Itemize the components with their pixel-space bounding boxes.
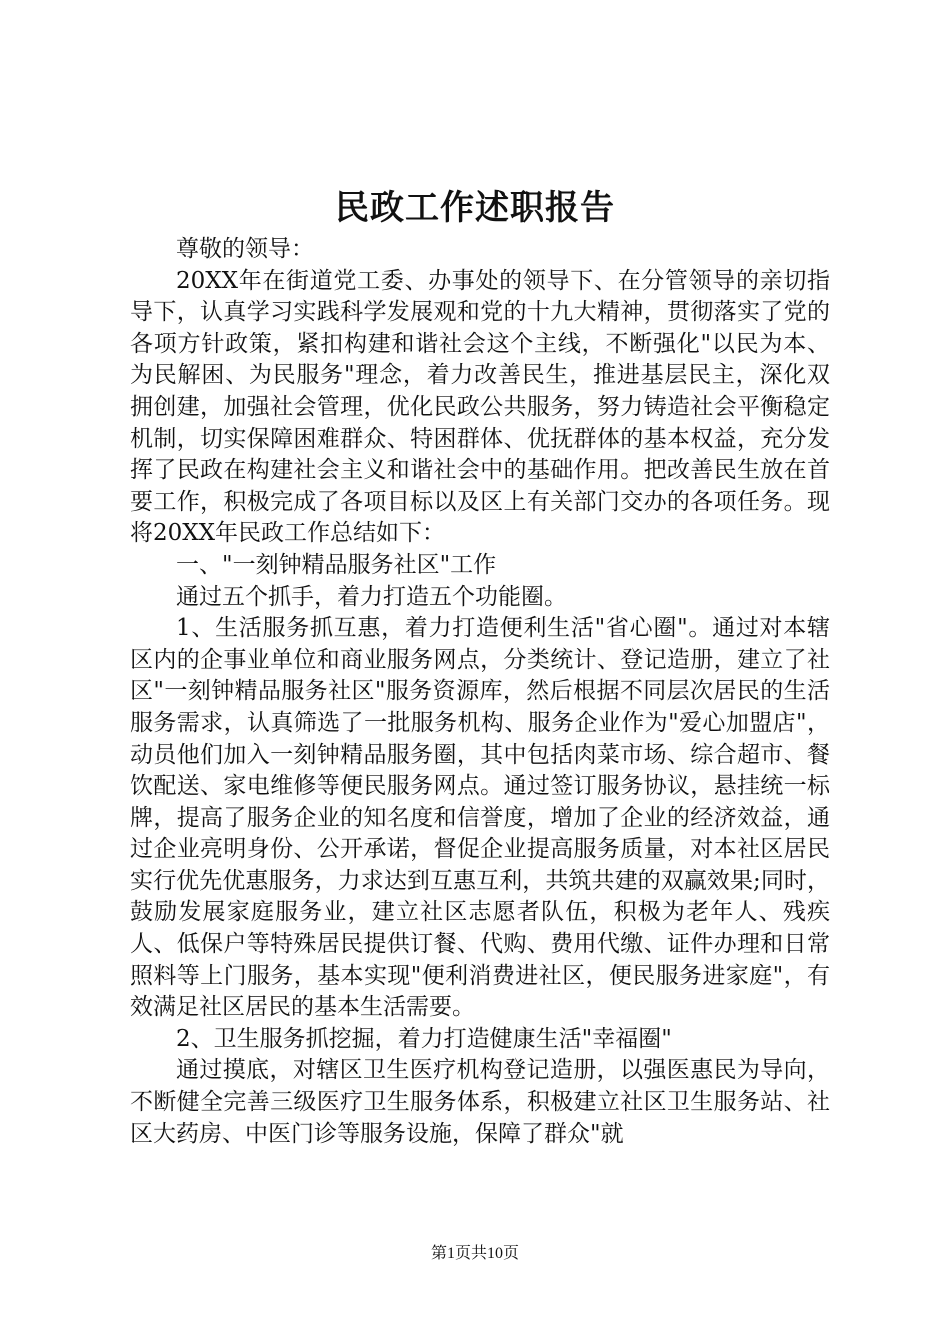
section-heading-1: 一、"一刻钟精品服务社区"工作 (176, 551, 497, 578)
document-body (130, 234, 830, 1150)
health-service-paragraph: 通过摸底，对辖区卫生医疗机构登记造册，以强医惠民为导向，不断健全完善三级医疗卫生服务体系，积极建立社区卫生服务站、社区大药房、中医门诊等服务设施，保障了群众"就 (130, 1057, 830, 1147)
intro-paragraph: 20XX年在街道党工委、办事处的领导下、在分管领导的亲切指导下，认真学习实践科学发展观和党的十九大精神，贯彻落实了党的各项方针政策，紧扣构建和谐社会这个主线，不断强化"以民为本、为民解困、为民服务"理念，着力改善民生，推进基层民主，深化双拥创建，加强社会管理，优化民政公共服务，努力铸造社会平衡稳定机制，切实保障困难群众、特困群体、优抚群体的基本权益，充分发挥了民政在构建社会主义和谐社会中的基础作用。把改善民生放在首要工作，积极完成了各项目标以及区上有关部门交办的各项任务。现将20XX年民政工作总结如下： (130, 267, 830, 547)
health-service-heading: 2、卫生服务抓挖掘，着力打造健康生活"幸福圈" (176, 1025, 672, 1052)
life-service-paragraph: 1、生活服务抓互惠，着力打造便利生活"省心圈"。通过对本辖区内的企事业单位和商业服务网点，分类统计、登记造册，建立了社区"一刻钟精品服务社区"服务资源库，然后根据不同层次居民的生活服务需求，认真筛选了一批服务机构、服务企业作为"爱心加盟店"，动员他们加入一刻钟精品服务圈，其中包括肉菜市场、综合超市、餐饮配送、家电维修等便民服务网点。通过签订服务协议，悬挂统一标牌，提高了服务企业的知名度和信誉度，增加了企业的经济效益，通过企业亮明身份、公开承诺，督促企业提高服务质量，对本社区居民实行优先优惠服务，力求达到互惠互利，共筑共建的双赢效果;同时，鼓励发展家庭服务业，建立社区志愿者队伍，积极为老年人、残疾人、低保户等特殊居民提供订餐、代购、费用代缴、证件办理和日常照料等上门服务，基本实现"便利消费进社区，便民服务进家庭"，有效满足社区居民的基本生活需要。 (130, 615, 830, 1021)
page-footer (0, 1243, 950, 1265)
salutation-paragraph: 尊敬的领导： (176, 236, 314, 262)
page-current: 第1页 (430, 1245, 471, 1262)
section-summary-paragraph: 通过五个抓手，着力打造五个功能圈。 (176, 583, 567, 610)
page-total: 共10页 (471, 1245, 520, 1262)
page-title: 民政工作述职报告 (335, 188, 615, 228)
